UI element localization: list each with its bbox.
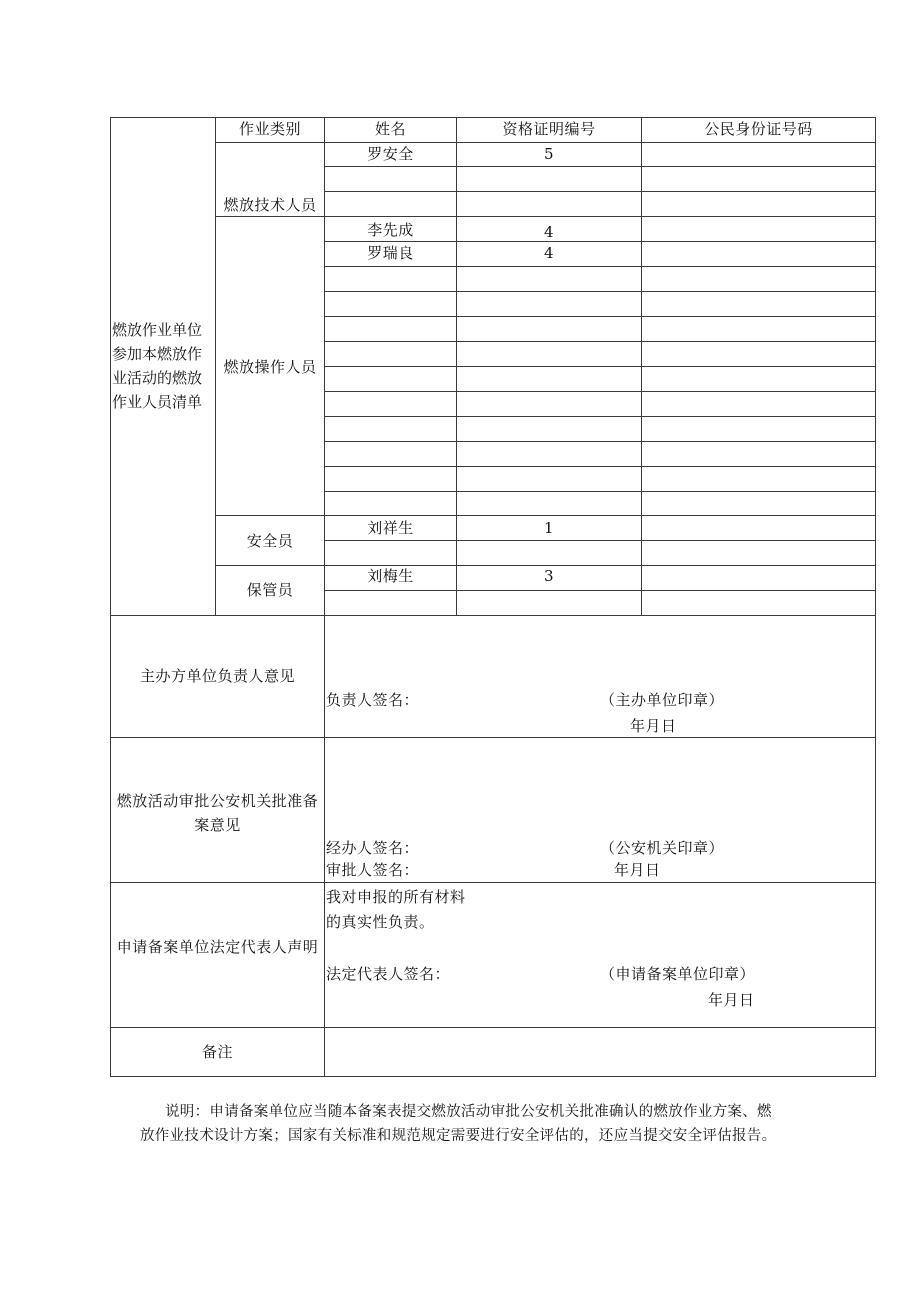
header-id-no: 公民身份证号码 (704, 120, 813, 138)
header-name: 姓名 (374, 120, 406, 138)
police-date-label: 年月日 (614, 861, 661, 879)
applicant-statement-line1: 我对申报的所有材料 (326, 888, 466, 906)
table-row-cert: 5 (543, 145, 555, 163)
group-label-safety-officer: 安全员 (246, 532, 294, 550)
organizer-opinion-label: 主办方单位负责人意见 (139, 667, 295, 685)
remarks-label: 备注 (201, 1043, 233, 1061)
organizer-sign-label: 负责人签名： (326, 691, 420, 709)
police-approval-label: 燃放活动审批公安机关批准备案意见 (116, 792, 319, 834)
legal-rep-sign-label: 法定代表人签名： (326, 965, 451, 983)
header-cert-no: 资格证明编号 (502, 120, 596, 138)
table-row-cert: 4 (543, 244, 555, 262)
organizer-date-label: 年月日 (630, 717, 677, 735)
handler-sign-label: 经办人签名： (326, 839, 420, 857)
applicant-statement-line2: 的真实性负责。 (326, 913, 435, 931)
approver-sign-label: 审批人签名： (326, 861, 420, 879)
applicant-seal-label: （申请备案单位印章） (600, 965, 756, 983)
staff-list-section-label: 燃放作业单位参加本燃放作业活动的燃放作业人员清单 (112, 321, 203, 411)
table-row-cert: 3 (543, 567, 555, 585)
group-label-technicians: 燃放技术人员 (223, 196, 317, 214)
table-row-cert: 4 (543, 223, 555, 241)
group-label-custodian: 保管员 (246, 581, 294, 599)
header-category: 作业类别 (238, 120, 301, 138)
table-row-name: 刘祥生 (367, 519, 414, 537)
applicant-date-label: 年月日 (708, 991, 755, 1009)
table-row-name: 罗安全 (367, 145, 414, 163)
note-line2: 放作业技术设计方案；国家有关标准和规范规定需要进行安全评估的，还应当提交安全评估报告。 (140, 1128, 777, 1144)
table-row-name: 李先成 (367, 221, 414, 239)
group-label-operators: 燃放操作人员 (223, 358, 317, 376)
police-seal-label: （公安机关印章） (600, 839, 725, 857)
note-line1: 说明：申请备案单位应当随本备案表提交燃放活动审批公安机关批准确认的燃放作业方案、燃 (165, 1104, 772, 1120)
applicant-declaration-label: 申请备案单位法定代表人声明 (116, 938, 319, 956)
table-row-cert: 1 (543, 519, 555, 537)
table-row-name: 刘梅生 (367, 567, 414, 585)
table-row-name: 罗瑞良 (367, 244, 414, 262)
organizer-seal-label: （主办单位印章） (600, 691, 725, 709)
